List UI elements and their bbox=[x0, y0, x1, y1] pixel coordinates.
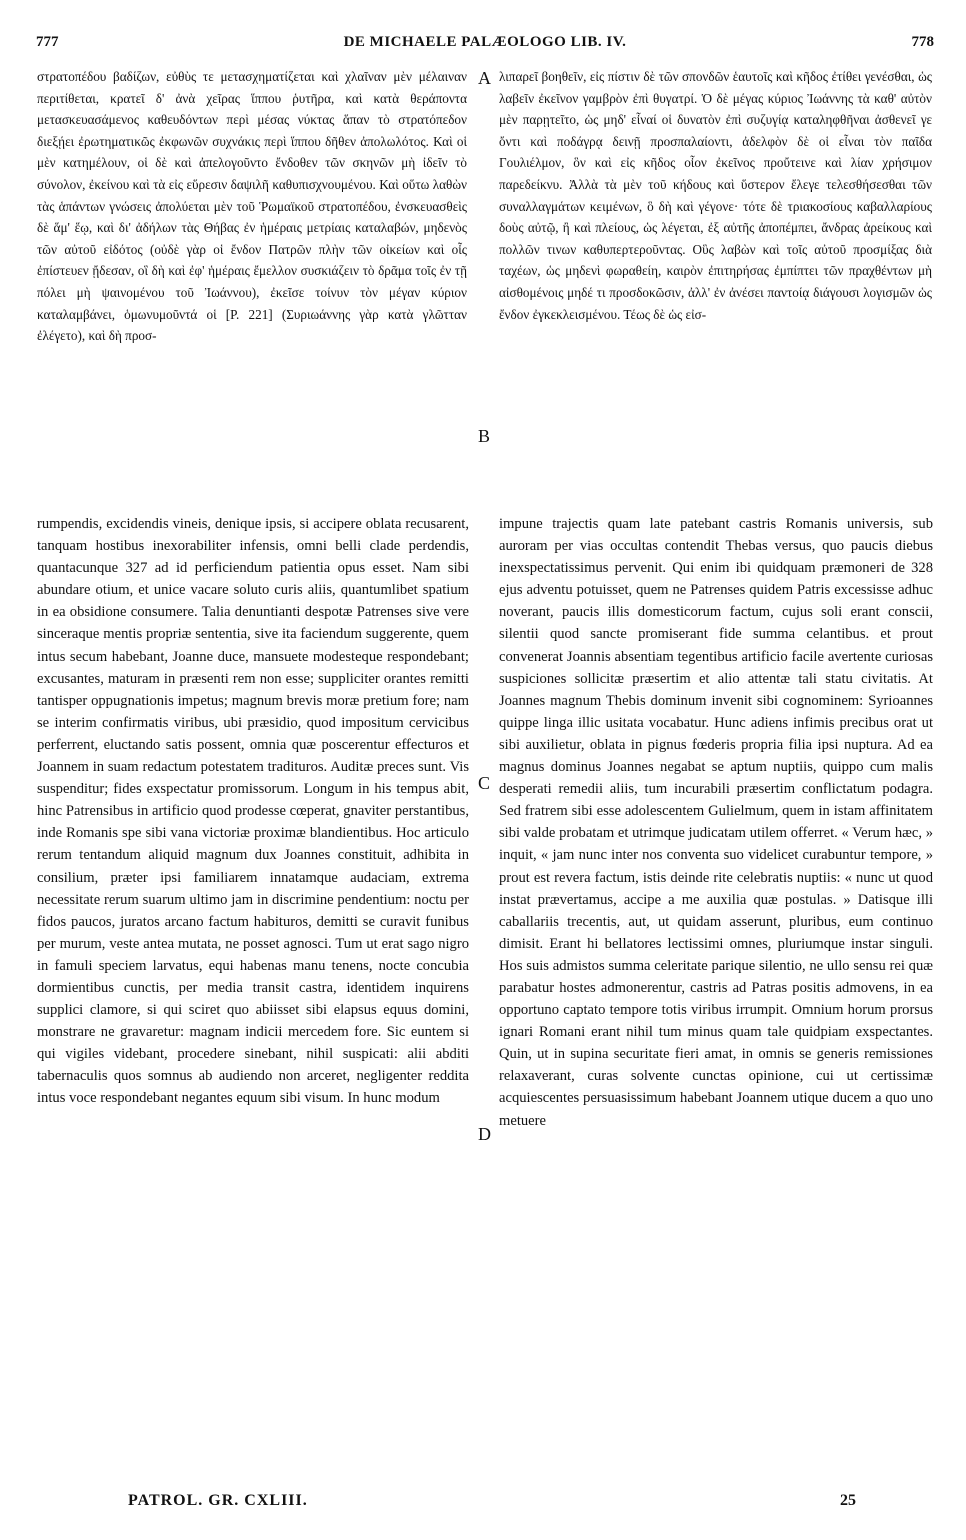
running-title: DE MICHAELE PALÆOLOGO LIB. IV. bbox=[343, 34, 627, 50]
page-number-right: 778 bbox=[911, 34, 934, 50]
section-marker-a: A bbox=[478, 68, 491, 88]
section-marker-d: D bbox=[478, 1124, 491, 1144]
latin-paragraph-right: impune trajectis quam late patebant castris Romanis universis, sub auroram per vias occultas contendit Thebas versus, quo paucis diebus inexspectatissimus pervenit. Qui enim ibi quidquam præmoneri de 328 ejus adventu potuisset, quem ne Patrenses quidem Patris excessisse adhuc noverant, paucis illis domesticorum factum, cujus soli erant conscii, silentii quod sancte promiserant fide summa celantibus. et prout convenerat Joannis absentiam tegentibus artificio facile avertente curiosas suspiciones sollicitæ præsertim et alio attentæ tali statu civitatis. At Joannes magnum Thebis dominum invenit sibi cognominem: Syrioannes quippe linga illic usitata vocabatur. Hunc adiens infimis precibus orat ut sibi auxilietur, oblata in pignus fœderis propria filia ipsi nuptura. Ad ea magnus dominus Joannes negabat se aptum nuptiis, quippo cum malis desperati remedii aliis, tum incurabili præsertim conflictatum podagra. Sed fratrem sibi esse adolescentem Gulielmum, quem in istam affinitatem sibi valde probatam et utrimque judicatam utilem offerret. « Verum hæc, » inquit, « jam nunc inter nos conventa suo videlicet curabuntur tempore, » prout est revera factum, istis deinde rite celebratis nuptiis: « nunc ut quod instat prævertamus, accipe a me auxilia quæ postulas. » Datisque illi caballariis trecentis, aut, ut quidam asserunt, pluribus, eum continuo dimisit. Erant hi bellatores lectissimi omnes, pluriumque instar singuli. Hos suis admistos summa celeritate parique silentio, ne ullo sensu rei quæ parabatur hostes admonerentur, castris ad Patras positis admovens, in ea opportuno captato tempore totis viribus irrumpit. Omnium horum prorsus ignari Romani erant nihil tum minus quam tale quidpiam exspectantes. Quin, ut in supina securitate fieri amat, in omnis se generis remissiones relaxaverant, curas solvente cunctas opinione, cui ut certissimæ acquiescentes persuasissimum habebant Joannem utique ducem a quo uno metuere bbox=[499, 516, 933, 1129]
section-marker-c: C bbox=[478, 773, 491, 793]
greek-text-left-column bbox=[37, 66, 467, 347]
page-footer bbox=[128, 1492, 856, 1518]
latin-text-right-column bbox=[499, 513, 933, 1132]
section-marker-b: B bbox=[478, 426, 491, 446]
page-number-left: 777 bbox=[36, 34, 59, 50]
footer-signature: 25 bbox=[840, 1492, 856, 1509]
latin-text-left-column bbox=[37, 513, 469, 1110]
latin-paragraph-left: rumpendis, excidendis vineis, denique ipsis, si accipere oblata recusarent, tanquam hostibus inexorabiliter infensis, omni belli clade perdendis, quantacunque 327 ad id perficiendum patientia opus esset. Nam sibi abundare otium, et unice vacare soluto curis aliis, quantumlibet spatium in ea obsidione consumere. Talia denuntianti despotæ Patrenses sive vere sinceraque mentis propriæ sententia, sive ita faciendum suggerente, quem intus secum habebant, Joanne duce, mansuete modesteque respondebant; excusantes, maturam in præsenti rem non esse; suppliciter orantes remitti tantisper oppugnationis impetus; magnum brevis moræ pretium fore; nam se interim confirmatis viribus, ubi præsidio, quod impositum cervicibus perferrent, eluctando satis possent, omnia quæ poscerentur effecturos et Joannem in suam redactum potestatem tradituros. Auditæ preces sunt. Vis suspenditur; fides exspectatur promissorum. Longum in his tempus abit, hinc Patrensibus in artificio quod prodesse cœperat, gnaviter perstantibus, inde Romanis spe sibi vana victoriæ proximæ blandientibus. Hoc articulo rerum tentandum aliquid magnum dux Joannes constituit, adhibita in consilium, præter ipsi familiarem innatamque audaciam, extrema necessitate rerum suarum ultimo jam in discrimine pendentium: noctu per fidos paucos, juratos arcano factum habituros, demitti se curavit funibus per murum, veste antea mutata, ne posset agnosci. Tum ut erat sago nigro in famuli speciem larvatus, equi habenas manu tenens, nocte concubia dormientibus cunctis, per media transit castra, identidem inquirens supplici clamore, si qui sciret quo abiisset sibi elapsus equus domini, monstrare ne gravaretur: magnam indicii mercedem fore. Sic euntem si qui vigiles videbant, procedere sinebant, nihil suspicati: alii abditi tabernaculis quos somnus ab audiendo non arceret, negligenter reddita intus voce respondebant negantes equum sibi visum. In hunc modum bbox=[37, 516, 469, 1107]
greek-text-right-column bbox=[499, 66, 932, 325]
footer-series: PATROL. GR. CXLIII. bbox=[128, 1492, 308, 1509]
greek-paragraph-left: στρατοπέδου βαδίζων, εὐθὺς τε μετασχηματίζεται καὶ χλαῖναν μὲν μέλαιναν περιτίθεται, κρατεῖ δ' ἀνὰ χεῖρας ἵππου ῥυτῆρα, καὶ κατὰ θεράποντα μετασκευασάμενος καθευδόντων περὶ μέσας νύκτας ἅπαν τὸ στρατόπεδον διεξῄει ἐρωτηματικῶς ἐκφωνῶν συχνάκις περὶ ἵππου δῆθεν ἀπολωλότος. Καὶ οἱ μὲν κατημέλουν, οἱ δὲ καὶ ἀπελογοῦντο ἔνδοθεν τῶν σκηνῶν μὴ ἰδεῖν τὸ σύνολον, ἐκείνου καὶ τὰ εἰς εὕρεσιν δαψιλῆ καθυπισχνουμένου. Καὶ οὕτω λαθὼν τὰς ἁπάντων γνώσεις ἀπολύεται μὲν τοῦ Ῥωμαϊκοῦ στρατοπέδου, ἐνσκευασθεὶς δὲ ἅμ' ἕῳ, καὶ δι' ἀδήλων τὰς Θήβας ἐν ἡμέραις μετρίαις καταλαβών, μηδενὸς τῶν αὐτοῦ εἰδότος (οὐδὲ γὰρ οἱ ἔνδον Πατρῶν πλὴν τῶν οἰκείων καὶ οἷς ἐπίστευεν ᾔδεσαν, οἳ δὴ καὶ ἐφ' ἡμέραις ἔμελλον συσκιάζειν τὸ δρᾶμα τοῖς ἐν τῇ πόλει μὴ ψαινομένου τοῦ Ἰωάννου), ἐκεῖσε τοίνυν τὸν μέγαν κύριον καταλαμβάνει, ὁμωνυμοῦντά οἱ [P. 221] (Συριωάννης γὰρ κατὰ γλῶτταν ἐλέγετο), καὶ δὴ προσ- bbox=[37, 69, 467, 344]
greek-paragraph-right: λιπαρεῖ βοηθεῖν, εἰς πίστιν δὲ τῶν σπονδῶν ἑαυτοῖς καὶ κῆδος ἐτίθει γενέσθαι, ὡς λαβεῖν ἐκεῖνον γαμβρὸν ἐπὶ θυγατρί. Ὁ δὲ μέγας κύριος Ἰωάννης τὰ καθ' αὐτὸν μὲν παρῃτεῖτο, ὡς μηδ' εἶναί οἱ δυνατὸν ἐπὶ συζυγίᾳ καταληφθῆναι ἀσθενεῖ γε ὄντι καὶ ποδάγρᾳ δεινῇ προσπαλαίοντι, ἀδελφὸν δὲ οἱ εἶναι τὸν παῖδα Γουλιέλμον, ὃν καὶ εἰς κῆδος οἷον ἐκεῖνος προὔτεινε καὶ λίαν χρήσιμον παρεδείκνυ. Ἀλλὰ τὰ μὲν τοῦ κήδους καὶ ὕστερον ἔλεγε τελεσθήσεσθαι τῶν συναλλαγμάτων κειμένων, ὃ δὴ καὶ γέγονε· τότε δὲ τριακοσίους καβαλλαρίους δοὺς αὐτῷ, ἢ καὶ πλείους, ὡς λέγεται, ἐξ αὐτῆς ἀποπέμπει, ἄνδρας ἀρείκους καὶ πολλῶν τινων καθυπερτεροῦντας. Οὓς λαβὼν καὶ τοῖς αὐτοῦ προσμίξας διὰ ταχέων, ὡς μηδενὶ φωραθείη, καιρὸν ἐπιτηρήσας ἐμπίπτει τῶν πραχθέντων μὴ αἰσθομένοις μηδέ τι προσδοκῶσιν, ἀλλ' ἐν ἀνέσει παντοίᾳ διάγουσι λογισμῶν ὡς ἔνδον ἐγκεκλεισμένου. Τέως δὲ ὡς εἰσ- bbox=[499, 69, 932, 322]
running-header bbox=[36, 34, 934, 58]
